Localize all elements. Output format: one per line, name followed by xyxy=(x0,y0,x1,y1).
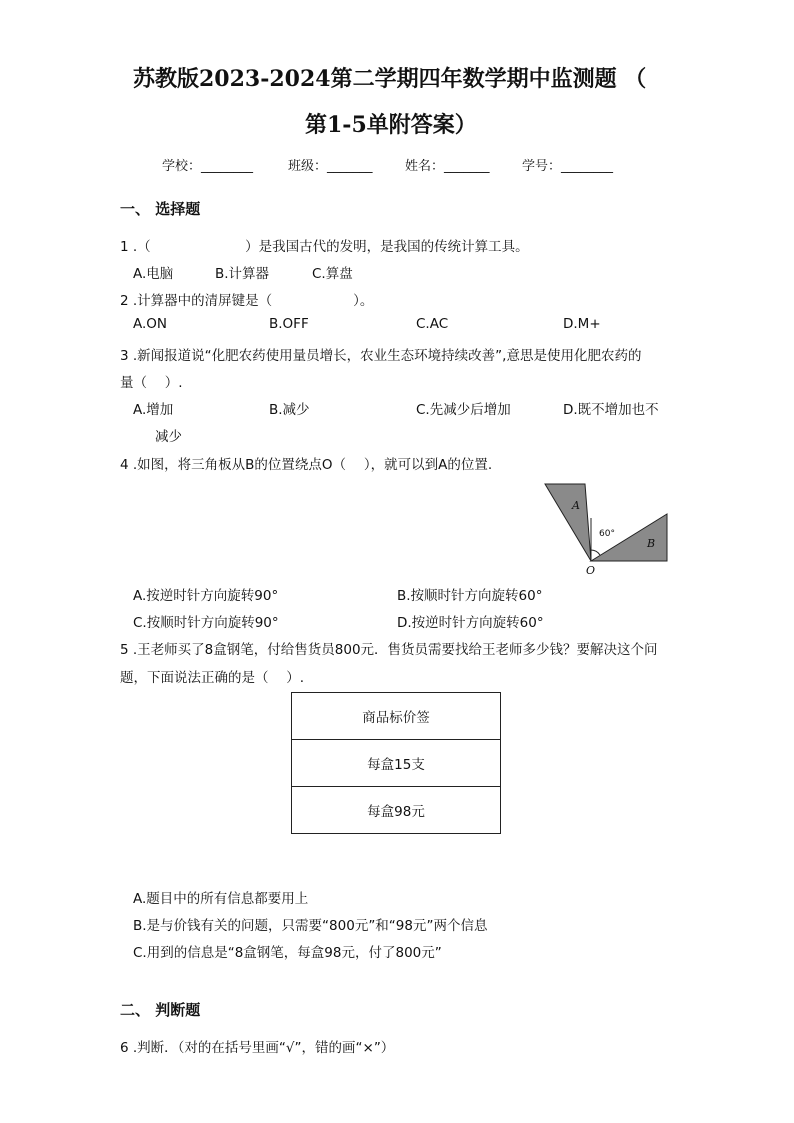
q3-option-b: B.减少 xyxy=(269,402,310,418)
q5-option-a: A.题目中的所有信息都要用上 xyxy=(133,891,309,907)
label-b: B xyxy=(647,537,656,550)
q2-option-b: B.OFF xyxy=(269,316,309,332)
table-cell-header: 商品标价签 xyxy=(292,693,501,740)
q3-option-c: C.先减少后增加 xyxy=(416,402,511,418)
table-row xyxy=(292,693,501,740)
table-row xyxy=(292,787,501,834)
q5-option-c: C.用到的信息是“8盒钢笔，每盒98元，付了800元” xyxy=(133,945,442,961)
question-2: 2 .计算器中的清屏键是（ ）。 xyxy=(120,293,374,309)
q1-option-c: C.算盘 xyxy=(312,266,353,282)
info-name: 姓名：_______ xyxy=(405,159,490,174)
label-a: A xyxy=(572,499,580,512)
q3-option-d-cont: 减少 xyxy=(155,429,182,445)
q1-option-b: B.计算器 xyxy=(215,266,270,282)
doc-title-line1: 苏教版2023-2024第二学期四年数学期中监测题 （ xyxy=(133,66,647,92)
q5-option-b: B.是与价钱有关的问题，只需要“800元”和“98元”两个信息 xyxy=(133,918,488,934)
q4-option-d: D.按逆时针方向旋转60° xyxy=(397,615,544,631)
section-heading-judge: 二、 判断题 xyxy=(120,1001,201,1019)
section-heading-choice: 一、 选择题 xyxy=(120,200,201,218)
price-tag-table xyxy=(291,692,501,834)
question-3-line1: 3 .新闻报道说“化肥农药使用量员增长，农业生态环境持续改善”,意思是使用化肥农药的 xyxy=(120,348,642,364)
info-school: 学校：________ xyxy=(162,159,254,174)
info-number: 学号：________ xyxy=(522,159,614,174)
info-class: 班级：_______ xyxy=(288,159,373,174)
triangle-rotation-figure xyxy=(538,478,678,578)
table-cell-price: 每盒98元 xyxy=(292,787,501,834)
angle-label: 60° xyxy=(599,529,615,539)
question-5-line2: 题，下面说法正确的是（ ）. xyxy=(120,670,305,686)
q2-option-d: D.M+ xyxy=(563,316,601,332)
q2-option-a: A.ON xyxy=(133,316,168,332)
question-5-line1: 5 .王老师买了8盒钢笔，付给售货员800元．售货员需要找给王老师多少钱？要解决这个问 xyxy=(120,642,658,658)
triangle-a xyxy=(545,484,591,561)
q4-option-c: C.按顺时针方向旋转90° xyxy=(133,615,279,631)
question-6: 6 .判断．（对的在括号里画“√”，错的画“×”） xyxy=(120,1040,395,1056)
q3-option-a: A.增加 xyxy=(133,402,174,418)
table-cell-count: 每盒15支 xyxy=(292,740,501,787)
question-3-line2: 量（ ）. xyxy=(120,375,183,391)
q4-option-b: B.按顺时针方向旋转60° xyxy=(397,588,543,604)
question-4: 4 .如图，将三角板从B的位置绕点O（ ），就可以到A的位置. xyxy=(120,457,493,473)
q4-option-a: A.按逆时针方向旋转90° xyxy=(133,588,279,604)
q2-option-c: C.AC xyxy=(416,316,449,332)
q1-option-a: A.电脑 xyxy=(133,266,174,282)
q3-option-d: D.既不增加也不 xyxy=(563,402,659,418)
doc-title-line2: 第1-5单附答案） xyxy=(305,112,477,138)
question-1: 1 .（ ）是我国古代的发明，是我国的传统计算工具。 xyxy=(120,239,529,255)
table-row xyxy=(292,740,501,787)
label-o: O xyxy=(586,564,596,577)
